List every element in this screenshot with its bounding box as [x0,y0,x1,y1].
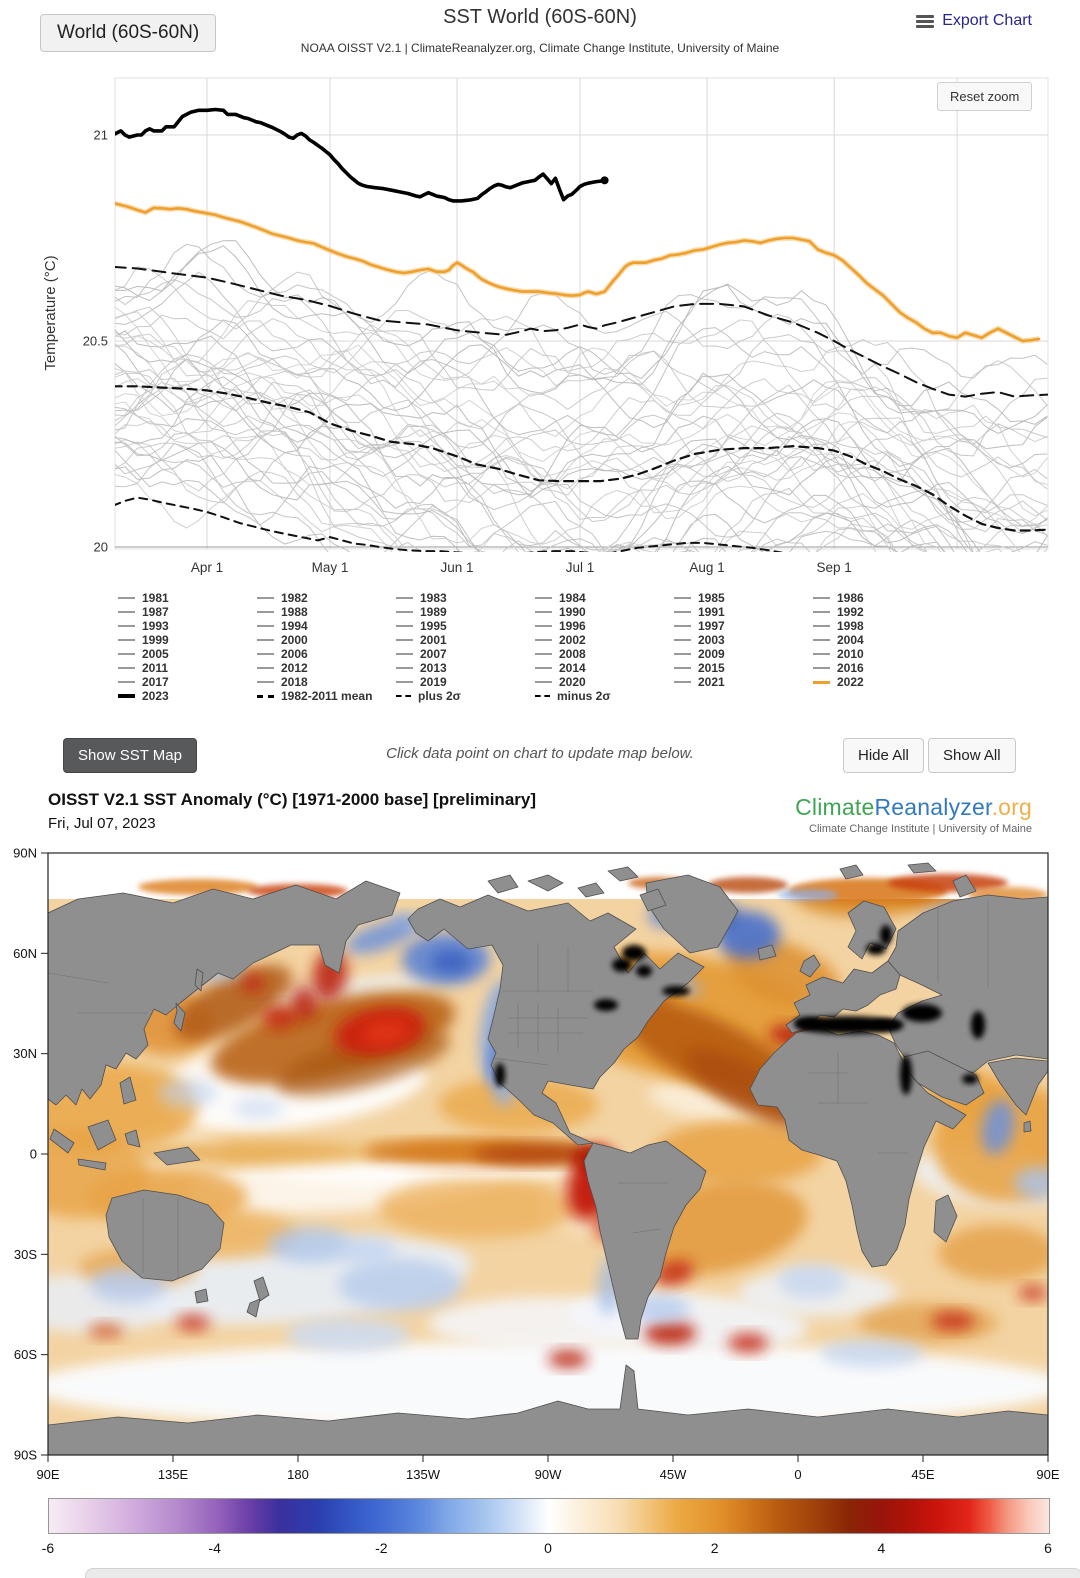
legend-item-2020[interactable]: 2020 [535,676,670,688]
legend-item-1996[interactable]: 1996 [535,620,670,632]
svg-text:135E: 135E [157,1467,189,1482]
legend-line-icon [396,611,413,613]
legend-item-2012[interactable]: 2012 [257,662,392,674]
legend-item-1993[interactable]: 1993 [118,620,253,632]
svg-text:0: 0 [794,1467,802,1482]
legend-item-1987[interactable]: 1987 [118,606,253,618]
legend-item-1983[interactable]: 1983 [396,592,531,604]
legend-item-1986[interactable]: 1986 [813,592,948,604]
svg-text:45E: 45E [911,1467,935,1482]
sst-line-chart[interactable] [0,0,1080,585]
legend-line-icon [257,667,274,669]
svg-text:180: 180 [287,1467,309,1482]
map-date: Fri, Jul 07, 2023 [48,815,156,832]
svg-text:60N: 60N [13,945,37,961]
svg-text:May 1: May 1 [311,560,349,575]
colorbar-tick--6: -6 [41,1540,55,1556]
colorbar-tick-4: 4 [877,1540,886,1556]
legend-item-2002[interactable]: 2002 [535,634,670,646]
reset-zoom-button[interactable]: Reset zoom [937,82,1032,111]
legend-item-2018[interactable]: 2018 [257,676,392,688]
svg-text:0: 0 [29,1146,37,1162]
legend-line-icon [118,639,135,641]
legend-line-icon [813,681,830,684]
region-selector-button[interactable]: World (60S-60N) [40,14,216,52]
legend-item-1989[interactable]: 1989 [396,606,531,618]
legend-line-icon [118,667,135,669]
chart-svg [0,0,1080,585]
legend-line-icon [396,681,413,683]
legend-item-2016[interactable]: 2016 [813,662,948,674]
svg-text:30N: 30N [13,1046,37,1062]
legend-item-2023[interactable]: 2023 [118,690,253,702]
legend-item-minus-2σ[interactable]: minus 2σ [535,690,670,702]
legend-item-1999[interactable]: 1999 [118,634,253,646]
legend-line-icon [674,625,691,627]
legend-line-icon [396,667,413,669]
legend-item-2014[interactable]: 2014 [535,662,670,674]
logo-tagline: Climate Change Institute | University of Maine [809,823,1032,835]
map-title: OISST V2.1 SST Anomaly (°C) [1971-2000 base] [preliminary] [48,790,537,809]
legend-line-icon [674,667,691,669]
colorbar-tick-0: 0 [544,1540,552,1556]
colorbar-tick-2: 2 [710,1540,719,1556]
svg-text:90W: 90W [534,1467,562,1482]
anomaly-colorbar [48,1498,1050,1534]
legend-item-2021[interactable]: 2021 [674,676,809,688]
legend-line-icon [813,667,830,669]
svg-text:90E: 90E [1036,1467,1060,1482]
logo-part-climate: Climate [795,794,875,820]
legend-line-icon [674,639,691,641]
svg-text:21: 21 [93,127,108,143]
legend-line-icon [813,611,830,613]
legend-line-icon [535,653,552,655]
svg-text:90E: 90E [36,1467,60,1482]
colorbar-tick-6: 6 [1044,1540,1052,1556]
legend-item-2013[interactable]: 2013 [396,662,531,674]
legend-line-icon [535,681,552,683]
svg-text:20.5: 20.5 [82,333,108,349]
colorbar-tick-labels [41,1540,1052,1558]
legend-line-icon [813,597,830,599]
climatereanalyzer-logo[interactable] [795,794,1032,835]
show-all-button[interactable]: Show All [928,738,1016,773]
legend-line-icon [396,639,413,641]
legend-line-icon [118,694,135,698]
legend-line-icon [257,653,274,655]
legend-line-icon [257,695,274,698]
legend-line-icon [257,611,274,613]
legend-item-2008[interactable]: 2008 [535,648,670,660]
legend-item-2017[interactable]: 2017 [118,676,253,688]
svg-text:135W: 135W [406,1467,440,1482]
page-title: SST World (60S-60N) [443,6,637,28]
legend-item-1992[interactable]: 1992 [813,606,948,618]
chart-hint-text: Click data point on chart to update map below. [386,745,694,762]
legend-item-2005[interactable]: 2005 [118,648,253,660]
legend-item-1995[interactable]: 1995 [396,620,531,632]
legend-line-icon [396,625,413,627]
legend-line-icon [396,653,413,655]
colorbar-tick--2: -2 [375,1540,388,1556]
legend-item-1994[interactable]: 1994 [257,620,392,632]
svg-text:20: 20 [93,539,108,555]
svg-text:Jul 1: Jul 1 [565,560,595,575]
legend-line-icon [535,597,552,599]
legend-line-icon [674,611,691,613]
legend-item-1988[interactable]: 1988 [257,606,392,618]
legend-line-icon [535,611,552,613]
legend-line-icon [535,667,552,669]
legend-item-1981[interactable]: 1981 [118,592,253,604]
legend-item-1985[interactable]: 1985 [674,592,809,604]
legend-item-1990[interactable]: 1990 [535,606,670,618]
legend-item-1982-2011-mean[interactable]: 1982-2011 mean [257,690,392,702]
legend-line-icon [118,625,135,627]
legend-line-icon [257,597,274,599]
legend-item-2001[interactable]: 2001 [396,634,531,646]
legend-item-plus-2σ[interactable]: plus 2σ [396,690,531,702]
hide-all-button[interactable]: Hide All [843,738,924,773]
legend-item-2022[interactable]: 2022 [813,676,948,688]
legend-line-icon [813,639,830,641]
legend-item-2000[interactable]: 2000 [257,634,392,646]
bottom-panel-edge[interactable] [85,1568,1080,1578]
svg-text:45W: 45W [659,1467,687,1482]
logo-part-org: .org [991,794,1032,820]
chart-legend [118,592,948,702]
legend-line-icon [535,639,552,641]
legend-item-2006[interactable]: 2006 [257,648,392,660]
legend-line-icon [257,639,274,641]
legend-item-2019[interactable]: 2019 [396,676,531,688]
legend-item-2015[interactable]: 2015 [674,662,809,674]
legend-line-icon [118,681,135,683]
legend-item-1997[interactable]: 1997 [674,620,809,632]
legend-line-icon [118,653,135,655]
legend-line-icon [674,597,691,599]
legend-line-icon [535,695,550,697]
legend-item-2010[interactable]: 2010 [813,648,948,660]
legend-line-icon [118,611,135,613]
logo-part-reanalyzer: Reanalyzer [874,794,992,820]
svg-text:Aug 1: Aug 1 [689,560,725,575]
svg-text:30S: 30S [13,1246,37,1262]
legend-item-2011[interactable]: 2011 [118,662,253,674]
legend-item-1998[interactable]: 1998 [813,620,948,632]
legend-line-icon [674,653,691,655]
svg-text:90S: 90S [13,1447,37,1463]
export-chart-label: Export Chart [942,12,1032,29]
svg-text:Sep 1: Sep 1 [816,560,852,575]
svg-text:90N: 90N [13,845,37,861]
svg-text:60S: 60S [13,1347,37,1363]
legend-item-1982[interactable]: 1982 [257,592,392,604]
legend-line-icon [118,597,135,599]
map-svg [0,843,1080,1491]
legend-item-1991[interactable]: 1991 [674,606,809,618]
page-subtitle: NOAA OISST V2.1 | ClimateReanalyzer.org, Climate Change Institute, University of Maine [300,41,780,55]
legend-line-icon [257,625,274,627]
legend-line-icon [813,625,830,627]
legend-line-icon [813,653,830,655]
legend-item-2009[interactable]: 2009 [674,648,809,660]
colorbar-tick--4: -4 [208,1540,221,1556]
show-sst-map-button[interactable]: Show SST Map [63,738,197,773]
legend-item-2007[interactable]: 2007 [396,648,531,660]
legend-item-2004[interactable]: 2004 [813,634,948,646]
svg-text:Apr 1: Apr 1 [190,560,224,575]
svg-text:Temperature (°C): Temperature (°C) [42,255,59,371]
legend-line-icon [257,681,274,683]
legend-item-1984[interactable]: 1984 [535,592,670,604]
svg-text:Jun 1: Jun 1 [440,560,474,575]
legend-line-icon [396,695,411,697]
legend-line-icon [674,681,691,683]
legend-line-icon [396,597,413,599]
legend-line-icon [535,625,552,627]
legend-item-2003[interactable]: 2003 [674,634,809,646]
sst-anomaly-map[interactable] [0,843,1080,1491]
